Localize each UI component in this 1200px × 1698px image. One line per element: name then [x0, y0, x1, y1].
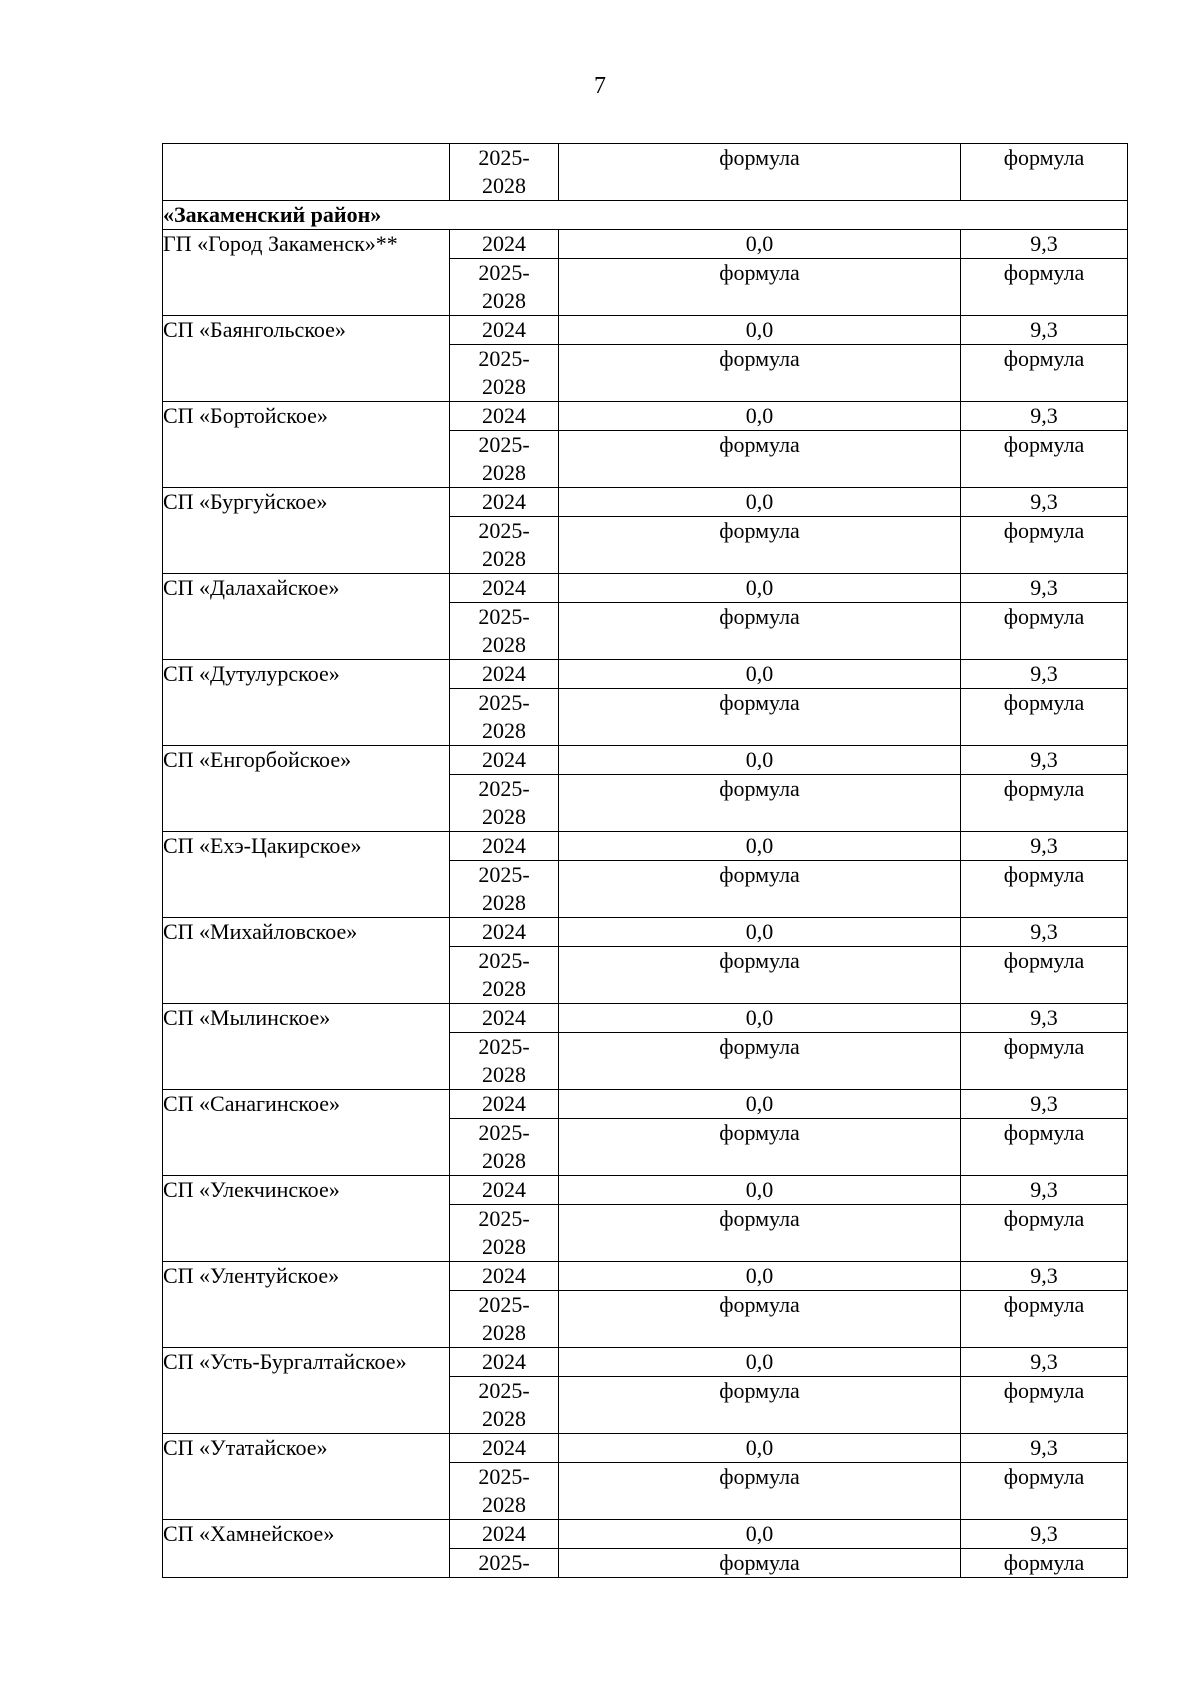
- table-row: [163, 488, 1128, 517]
- value-2-cell: 9,3: [961, 1176, 1128, 1205]
- value-1-cell: формула: [559, 1119, 961, 1176]
- year-cell: 2024: [450, 230, 559, 259]
- value-1-cell: 0,0: [559, 918, 961, 947]
- year-range-start: 2025-: [478, 776, 530, 801]
- value-1-cell: формула: [559, 1463, 961, 1520]
- table-row: [163, 1004, 1128, 1033]
- year-cell: 2024: [450, 660, 559, 689]
- value-1-cell: 0,0: [559, 1090, 961, 1119]
- page-number: 7: [594, 73, 606, 99]
- settlement-name-cell: СП «Михайловское»: [163, 918, 450, 1004]
- year-range-end: 2028: [482, 976, 526, 1001]
- value-2-cell: 9,3: [961, 316, 1128, 345]
- settlement-name-cell: СП «Далахайское»: [163, 574, 450, 660]
- year-range-start: 2025-: [478, 346, 530, 371]
- settlement-name-cell: СП «Енгорбойское»: [163, 746, 450, 832]
- value-1-cell: формула: [559, 1205, 961, 1262]
- year-range-start: 2025-: [478, 145, 530, 170]
- year-range-start: 2025-: [478, 604, 530, 629]
- value-2-cell: формула: [961, 144, 1128, 201]
- table-row: [163, 402, 1128, 431]
- value-2-cell: формула: [961, 1205, 1128, 1262]
- year-cell: 2024: [450, 1520, 559, 1549]
- table-row: [163, 1348, 1128, 1377]
- district-row: [163, 201, 1128, 230]
- year-range-cell: [450, 259, 559, 316]
- value-2-cell: формула: [961, 1463, 1128, 1520]
- value-2-cell: 9,3: [961, 402, 1128, 431]
- value-1-cell: 0,0: [559, 1348, 961, 1377]
- year-range-end: 2028: [482, 460, 526, 485]
- value-1-cell: формула: [559, 259, 961, 316]
- year-range-end: 2028: [482, 1148, 526, 1173]
- value-2-cell: 9,3: [961, 1348, 1128, 1377]
- data-table: [162, 143, 1128, 1578]
- table-row: [163, 1262, 1128, 1291]
- year-range-cell: [450, 1377, 559, 1434]
- year-cell: 2025-: [450, 1549, 559, 1578]
- value-1-cell: 0,0: [559, 746, 961, 775]
- settlement-name-cell: СП «Бортойское»: [163, 402, 450, 488]
- value-2-cell: формула: [961, 345, 1128, 402]
- year-cell: 2024: [450, 918, 559, 947]
- table-row: [163, 746, 1128, 775]
- value-1-cell: формула: [559, 1291, 961, 1348]
- value-1-cell: формула: [559, 1033, 961, 1090]
- year-range-cell: [450, 775, 559, 832]
- value-2-cell: формула: [961, 689, 1128, 746]
- value-1-cell: 0,0: [559, 660, 961, 689]
- year-range-cell: [450, 603, 559, 660]
- year-range-cell: [450, 1033, 559, 1090]
- year-range-end: 2028: [482, 804, 526, 829]
- table-body: [163, 144, 1128, 1578]
- value-2-cell: формула: [961, 1291, 1128, 1348]
- value-2-cell: формула: [961, 1119, 1128, 1176]
- value-1-cell: формула: [559, 345, 961, 402]
- value-1-cell: формула: [559, 1377, 961, 1434]
- year-cell: 2024: [450, 1090, 559, 1119]
- year-range-cell: [450, 861, 559, 918]
- table-row: [163, 1434, 1128, 1463]
- value-2-cell: 9,3: [961, 1262, 1128, 1291]
- year-range-start: 2025-: [478, 1120, 530, 1145]
- value-2-cell: 9,3: [961, 660, 1128, 689]
- table-row: [163, 230, 1128, 259]
- year-range-cell: [450, 947, 559, 1004]
- value-1-cell: 0,0: [559, 1262, 961, 1291]
- table-row: [163, 1520, 1128, 1549]
- year-range-cell: [450, 1291, 559, 1348]
- value-2-cell: формула: [961, 259, 1128, 316]
- year-cell: 2024: [450, 746, 559, 775]
- value-2-cell: формула: [961, 603, 1128, 660]
- year-cell: 2024: [450, 316, 559, 345]
- value-2-cell: формула: [961, 1033, 1128, 1090]
- year-range-end: 2028: [482, 718, 526, 743]
- value-1-cell: 0,0: [559, 1520, 961, 1549]
- year-range-start: 2025-: [478, 1464, 530, 1489]
- year-cell: 2024: [450, 1176, 559, 1205]
- year-range-start: 2025-: [478, 260, 530, 285]
- year-range-start: 2025-: [478, 1378, 530, 1403]
- year-cell: 2024: [450, 832, 559, 861]
- settlement-name-cell: СП «Бургуйское»: [163, 488, 450, 574]
- value-1-cell: формула: [559, 947, 961, 1004]
- value-1-cell: 0,0: [559, 574, 961, 603]
- value-1-cell: 0,0: [559, 230, 961, 259]
- table-row: [163, 1090, 1128, 1119]
- year-range-end: 2028: [482, 173, 526, 198]
- year-range-end: 2028: [482, 1234, 526, 1259]
- settlement-name-cell: СП «Дутулурское»: [163, 660, 450, 746]
- year-range-cell: [450, 431, 559, 488]
- table-row: [163, 832, 1128, 861]
- value-2-cell: 9,3: [961, 488, 1128, 517]
- value-1-cell: 0,0: [559, 488, 961, 517]
- value-2-cell: формула: [961, 1377, 1128, 1434]
- value-1-cell: 0,0: [559, 316, 961, 345]
- settlement-name-cell: СП «Мылинское»: [163, 1004, 450, 1090]
- value-2-cell: 9,3: [961, 746, 1128, 775]
- year-range-start: 2025-: [478, 862, 530, 887]
- year-range-cell: [450, 689, 559, 746]
- year-range-start: 2025-: [478, 432, 530, 457]
- value-2-cell: 9,3: [961, 832, 1128, 861]
- value-1-cell: формула: [559, 1549, 961, 1578]
- year-range-start: 2025-: [478, 1206, 530, 1231]
- value-2-cell: формула: [961, 861, 1128, 918]
- year-range-end: 2028: [482, 546, 526, 571]
- value-2-cell: 9,3: [961, 1090, 1128, 1119]
- value-1-cell: 0,0: [559, 1004, 961, 1033]
- value-1-cell: 0,0: [559, 1176, 961, 1205]
- year-cell: 2024: [450, 1348, 559, 1377]
- value-2-cell: формула: [961, 1549, 1128, 1578]
- year-range-start: 2025-: [478, 518, 530, 543]
- year-range-end: 2028: [482, 1320, 526, 1345]
- district-heading: «Закаменский район»: [163, 201, 1128, 230]
- year-range-cell: [450, 517, 559, 574]
- settlement-name-cell: СП «Баянгольское»: [163, 316, 450, 402]
- settlement-name-cell: ГП «Город Закаменск»**: [163, 230, 450, 316]
- year-range-start: 2025-: [478, 1292, 530, 1317]
- table-row: [163, 574, 1128, 603]
- value-2-cell: формула: [961, 947, 1128, 1004]
- year-cell: 2024: [450, 1434, 559, 1463]
- table-row: [163, 1176, 1128, 1205]
- value-2-cell: 9,3: [961, 918, 1128, 947]
- value-1-cell: 0,0: [559, 402, 961, 431]
- value-2-cell: формула: [961, 775, 1128, 832]
- value-2-cell: 9,3: [961, 574, 1128, 603]
- value-1-cell: формула: [559, 775, 961, 832]
- year-range-start: 2025-: [478, 1034, 530, 1059]
- table-row: [163, 918, 1128, 947]
- settlement-name-cell: СП «Усть-Бургалтайское»: [163, 1348, 450, 1434]
- settlement-name-cell: [163, 144, 450, 201]
- year-range-end: 2028: [482, 632, 526, 657]
- year-cell: 2024: [450, 1262, 559, 1291]
- value-1-cell: 0,0: [559, 1434, 961, 1463]
- value-1-cell: формула: [559, 144, 961, 201]
- year-range-end: 2028: [482, 374, 526, 399]
- value-2-cell: 9,3: [961, 230, 1128, 259]
- value-1-cell: формула: [559, 431, 961, 488]
- value-1-cell: формула: [559, 603, 961, 660]
- value-1-cell: формула: [559, 689, 961, 746]
- year-cell: 2024: [450, 402, 559, 431]
- settlement-name-cell: СП «Хамнейское»: [163, 1520, 450, 1578]
- value-1-cell: 0,0: [559, 832, 961, 861]
- value-2-cell: 9,3: [961, 1004, 1128, 1033]
- settlement-name-cell: СП «Улекчинское»: [163, 1176, 450, 1262]
- value-1-cell: формула: [559, 861, 961, 918]
- year-cell: 2024: [450, 488, 559, 517]
- year-range-end: 2028: [482, 890, 526, 915]
- year-cell: 2024: [450, 574, 559, 603]
- year-range-end: 2028: [482, 1062, 526, 1087]
- year-range-start: 2025-: [478, 690, 530, 715]
- year-range-end: 2028: [482, 1406, 526, 1431]
- table-row: [163, 660, 1128, 689]
- year-range-cell: [450, 144, 559, 201]
- table-row: [163, 144, 1128, 201]
- value-2-cell: формула: [961, 431, 1128, 488]
- year-range-cell: [450, 1463, 559, 1520]
- year-range-start: 2025-: [478, 948, 530, 973]
- value-2-cell: 9,3: [961, 1434, 1128, 1463]
- year-range-end: 2028: [482, 1492, 526, 1517]
- table-row: [163, 316, 1128, 345]
- value-1-cell: формула: [559, 517, 961, 574]
- settlement-name-cell: СП «Санагинское»: [163, 1090, 450, 1176]
- value-2-cell: формула: [961, 517, 1128, 574]
- year-range-cell: [450, 345, 559, 402]
- year-cell: 2024: [450, 1004, 559, 1033]
- year-range-end: 2028: [482, 288, 526, 313]
- year-range-cell: [450, 1205, 559, 1262]
- settlement-name-cell: СП «Ехэ-Цакирское»: [163, 832, 450, 918]
- value-2-cell: 9,3: [961, 1520, 1128, 1549]
- year-range-cell: [450, 1119, 559, 1176]
- settlement-name-cell: СП «Улентуйское»: [163, 1262, 450, 1348]
- settlement-name-cell: СП «Утатайское»: [163, 1434, 450, 1520]
